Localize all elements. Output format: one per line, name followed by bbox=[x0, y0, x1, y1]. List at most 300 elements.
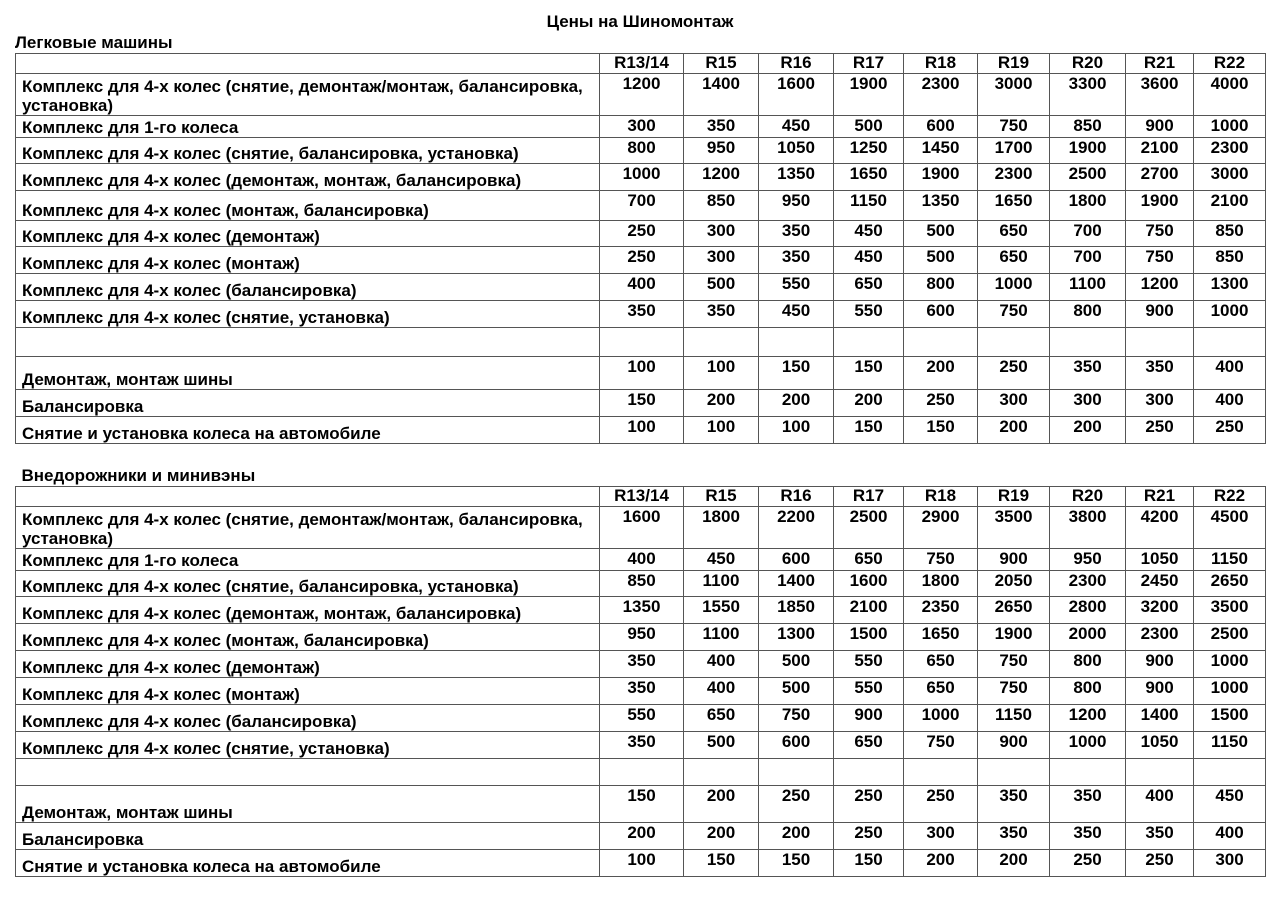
price-cell: 900 bbox=[1126, 301, 1194, 328]
price-cell: 2500 bbox=[1050, 164, 1126, 191]
size-header-row bbox=[16, 54, 1266, 74]
price-cell: 350 bbox=[1050, 823, 1126, 850]
price-cell: 1600 bbox=[759, 74, 834, 116]
price-cell: 200 bbox=[684, 786, 759, 823]
size-header: R21 bbox=[1126, 54, 1194, 74]
size-header: R13/14 bbox=[600, 54, 684, 74]
price-cell: 150 bbox=[834, 850, 904, 877]
price-cell: 1450 bbox=[904, 138, 978, 164]
price-cell: 1050 bbox=[1126, 549, 1194, 571]
price-cell: 800 bbox=[1050, 678, 1126, 705]
price-cell: 300 bbox=[1126, 390, 1194, 417]
price-cell: 250 bbox=[600, 247, 684, 274]
price-cell bbox=[978, 328, 1050, 357]
price-cell: 650 bbox=[904, 678, 978, 705]
service-name: Балансировка bbox=[16, 390, 600, 417]
size-header: R22 bbox=[1194, 487, 1266, 507]
price-cell: 1150 bbox=[978, 705, 1050, 732]
price-cell: 450 bbox=[759, 301, 834, 328]
price-cell: 1200 bbox=[684, 164, 759, 191]
price-cell bbox=[1050, 328, 1126, 357]
price-cell: 800 bbox=[1050, 651, 1126, 678]
price-cell: 400 bbox=[684, 678, 759, 705]
size-header: R22 bbox=[1194, 54, 1266, 74]
header-service-cell bbox=[16, 487, 600, 507]
size-header: R21 bbox=[1126, 487, 1194, 507]
price-cell: 1600 bbox=[600, 507, 684, 549]
price-cell: 650 bbox=[904, 651, 978, 678]
price-cell: 950 bbox=[684, 138, 759, 164]
price-row bbox=[16, 597, 1266, 624]
price-cell: 2300 bbox=[1050, 571, 1126, 597]
price-cell: 1100 bbox=[684, 624, 759, 651]
price-cell bbox=[904, 328, 978, 357]
price-cell: 1900 bbox=[1050, 138, 1126, 164]
price-cell: 550 bbox=[834, 651, 904, 678]
price-cell bbox=[684, 759, 759, 786]
price-row bbox=[16, 549, 1266, 571]
price-cell: 1000 bbox=[1194, 116, 1266, 138]
price-cell: 2200 bbox=[759, 507, 834, 549]
price-cell: 850 bbox=[684, 191, 759, 221]
price-cell: 1400 bbox=[759, 571, 834, 597]
price-cell: 2300 bbox=[1194, 138, 1266, 164]
price-cell: 1000 bbox=[1194, 678, 1266, 705]
service-name: Комплекс для 4-х колес (монтаж) bbox=[16, 247, 600, 274]
price-cell: 2050 bbox=[978, 571, 1050, 597]
price-cell: 900 bbox=[1126, 651, 1194, 678]
price-cell: 150 bbox=[600, 786, 684, 823]
service-name: Комплекс для 1-го колеса bbox=[16, 116, 600, 138]
price-cell: 500 bbox=[684, 732, 759, 759]
price-cell: 1050 bbox=[1126, 732, 1194, 759]
price-cell: 4500 bbox=[1194, 507, 1266, 549]
price-cell bbox=[978, 759, 1050, 786]
price-row bbox=[16, 507, 1266, 549]
price-cell: 600 bbox=[759, 732, 834, 759]
price-cell: 1900 bbox=[834, 74, 904, 116]
price-cell: 1350 bbox=[759, 164, 834, 191]
price-cell: 550 bbox=[834, 678, 904, 705]
price-cell: 2350 bbox=[904, 597, 978, 624]
price-cell: 650 bbox=[978, 247, 1050, 274]
price-row bbox=[16, 390, 1266, 417]
price-cell: 2300 bbox=[1126, 624, 1194, 651]
price-cell: 1400 bbox=[1126, 705, 1194, 732]
size-header: R19 bbox=[978, 54, 1050, 74]
price-cell: 650 bbox=[978, 221, 1050, 247]
price-cell: 1100 bbox=[1050, 274, 1126, 301]
price-row bbox=[16, 651, 1266, 678]
price-row bbox=[16, 164, 1266, 191]
price-table bbox=[15, 53, 1266, 877]
price-cell: 750 bbox=[978, 116, 1050, 138]
price-cell: 400 bbox=[684, 651, 759, 678]
price-cell: 400 bbox=[600, 274, 684, 301]
price-cell: 2650 bbox=[1194, 571, 1266, 597]
price-cell: 350 bbox=[759, 221, 834, 247]
price-cell bbox=[834, 759, 904, 786]
price-cell bbox=[834, 328, 904, 357]
price-row bbox=[16, 116, 1266, 138]
price-row bbox=[16, 247, 1266, 274]
service-name: Комплекс для 4-х колес (снятие, установка) bbox=[16, 732, 600, 759]
price-cell: 750 bbox=[904, 549, 978, 571]
price-cell: 100 bbox=[684, 357, 759, 390]
size-header: R16 bbox=[759, 487, 834, 507]
section-label-passenger: Легковые машины bbox=[15, 33, 173, 52]
price-cell: 200 bbox=[759, 390, 834, 417]
price-cell: 700 bbox=[600, 191, 684, 221]
service-name: Комплекс для 4-х колес (монтаж) bbox=[16, 678, 600, 705]
size-header: R18 bbox=[904, 54, 978, 74]
price-cell: 1100 bbox=[684, 571, 759, 597]
price-cell: 400 bbox=[1126, 786, 1194, 823]
price-cell: 650 bbox=[834, 274, 904, 301]
price-cell: 100 bbox=[600, 850, 684, 877]
price-cell: 2300 bbox=[978, 164, 1050, 191]
price-cell: 3300 bbox=[1050, 74, 1126, 116]
price-cell: 400 bbox=[1194, 823, 1266, 850]
price-cell: 1800 bbox=[684, 507, 759, 549]
price-cell bbox=[1194, 328, 1266, 357]
price-cell: 200 bbox=[834, 390, 904, 417]
price-cell: 900 bbox=[1126, 678, 1194, 705]
price-cell bbox=[684, 328, 759, 357]
price-cell: 2700 bbox=[1126, 164, 1194, 191]
price-cell: 500 bbox=[904, 221, 978, 247]
price-cell: 300 bbox=[684, 221, 759, 247]
price-cell: 200 bbox=[978, 850, 1050, 877]
price-cell: 3500 bbox=[978, 507, 1050, 549]
price-row bbox=[16, 274, 1266, 301]
price-cell: 1150 bbox=[1194, 549, 1266, 571]
price-row bbox=[16, 301, 1266, 328]
price-cell: 3600 bbox=[1126, 74, 1194, 116]
size-header: R15 bbox=[684, 54, 759, 74]
price-cell: 650 bbox=[684, 705, 759, 732]
price-cell: 500 bbox=[904, 247, 978, 274]
price-cell: 400 bbox=[1194, 390, 1266, 417]
price-cell: 550 bbox=[600, 705, 684, 732]
price-cell: 450 bbox=[684, 549, 759, 571]
price-cell: 250 bbox=[600, 221, 684, 247]
price-row bbox=[16, 571, 1266, 597]
price-cell: 2500 bbox=[1194, 624, 1266, 651]
price-cell: 1150 bbox=[834, 191, 904, 221]
price-cell: 300 bbox=[600, 116, 684, 138]
price-cell bbox=[600, 328, 684, 357]
price-cell: 1650 bbox=[978, 191, 1050, 221]
price-cell: 150 bbox=[904, 417, 978, 444]
price-cell bbox=[1126, 759, 1194, 786]
price-cell: 750 bbox=[904, 732, 978, 759]
size-header: R15 bbox=[684, 487, 759, 507]
price-cell: 3000 bbox=[978, 74, 1050, 116]
price-row bbox=[16, 850, 1266, 877]
price-cell bbox=[904, 759, 978, 786]
price-cell: 1150 bbox=[1194, 732, 1266, 759]
price-cell: 250 bbox=[834, 786, 904, 823]
price-cell: 750 bbox=[759, 705, 834, 732]
price-cell: 350 bbox=[1050, 357, 1126, 390]
price-cell: 900 bbox=[834, 705, 904, 732]
price-cell: 2100 bbox=[834, 597, 904, 624]
price-cell: 300 bbox=[684, 247, 759, 274]
price-cell: 1000 bbox=[1194, 301, 1266, 328]
price-cell: 1550 bbox=[684, 597, 759, 624]
price-cell: 150 bbox=[834, 417, 904, 444]
price-cell: 100 bbox=[759, 417, 834, 444]
price-cell: 100 bbox=[600, 417, 684, 444]
service-name: Комплекс для 4-х колес (балансировка) bbox=[16, 274, 600, 301]
price-row bbox=[16, 823, 1266, 850]
service-name: Комплекс для 4-х колес (демонтаж) bbox=[16, 651, 600, 678]
price-cell: 150 bbox=[684, 850, 759, 877]
price-cell: 1200 bbox=[1050, 705, 1126, 732]
price-cell: 600 bbox=[904, 301, 978, 328]
price-row bbox=[16, 221, 1266, 247]
price-row bbox=[16, 624, 1266, 651]
price-cell: 350 bbox=[600, 301, 684, 328]
price-cell: 400 bbox=[600, 549, 684, 571]
price-cell: 200 bbox=[1050, 417, 1126, 444]
service-name: Комплекс для 4-х колес (снятие, установка) bbox=[16, 301, 600, 328]
service-name: Комплекс для 4-х колес (балансировка) bbox=[16, 705, 600, 732]
price-cell: 1500 bbox=[1194, 705, 1266, 732]
size-header: R13/14 bbox=[600, 487, 684, 507]
price-cell: 200 bbox=[600, 823, 684, 850]
price-cell: 400 bbox=[1194, 357, 1266, 390]
price-cell: 700 bbox=[1050, 221, 1126, 247]
price-cell: 3000 bbox=[1194, 164, 1266, 191]
service-name: Комплекс для 1-го колеса bbox=[16, 549, 600, 571]
service-name: Комплекс для 4-х колес (демонтаж, монтаж, балансировка) bbox=[16, 597, 600, 624]
price-cell: 1000 bbox=[600, 164, 684, 191]
price-cell: 2450 bbox=[1126, 571, 1194, 597]
price-cell bbox=[759, 759, 834, 786]
price-cell: 500 bbox=[834, 116, 904, 138]
price-cell: 250 bbox=[904, 786, 978, 823]
spacer-row bbox=[16, 328, 1266, 357]
price-cell: 600 bbox=[759, 549, 834, 571]
price-cell: 150 bbox=[759, 850, 834, 877]
price-row bbox=[16, 138, 1266, 164]
price-cell: 100 bbox=[600, 357, 684, 390]
price-cell: 1400 bbox=[684, 74, 759, 116]
price-cell: 1000 bbox=[978, 274, 1050, 301]
price-cell: 1700 bbox=[978, 138, 1050, 164]
price-cell: 150 bbox=[600, 390, 684, 417]
price-cell bbox=[1194, 759, 1266, 786]
price-cell: 650 bbox=[834, 549, 904, 571]
price-cell: 350 bbox=[600, 732, 684, 759]
header-service-cell bbox=[16, 54, 600, 74]
price-cell: 300 bbox=[1194, 850, 1266, 877]
price-cell: 1800 bbox=[1050, 191, 1126, 221]
size-header: R20 bbox=[1050, 487, 1126, 507]
price-cell: 900 bbox=[1126, 116, 1194, 138]
price-cell: 100 bbox=[684, 417, 759, 444]
size-header: R18 bbox=[904, 487, 978, 507]
price-row bbox=[16, 357, 1266, 390]
price-cell: 2000 bbox=[1050, 624, 1126, 651]
price-cell: 350 bbox=[600, 678, 684, 705]
price-cell: 350 bbox=[600, 651, 684, 678]
service-name: Комплекс для 4-х колес (монтаж, балансировка) bbox=[16, 624, 600, 651]
price-cell: 250 bbox=[904, 390, 978, 417]
service-name: Комплекс для 4-х колес (монтаж, балансировка) bbox=[16, 191, 600, 221]
price-cell: 250 bbox=[1194, 417, 1266, 444]
price-cell: 200 bbox=[759, 823, 834, 850]
service-name: Комплекс для 4-х колес (снятие, демонтаж/монтаж, балансировка, установка) bbox=[16, 74, 600, 116]
price-cell: 500 bbox=[759, 678, 834, 705]
price-cell: 450 bbox=[759, 116, 834, 138]
price-cell: 1350 bbox=[600, 597, 684, 624]
price-cell: 200 bbox=[684, 823, 759, 850]
service-name: Комплекс для 4-х колес (демонтаж, монтаж, балансировка) bbox=[16, 164, 600, 191]
size-header: R20 bbox=[1050, 54, 1126, 74]
price-cell: 350 bbox=[1126, 823, 1194, 850]
price-cell: 1300 bbox=[1194, 274, 1266, 301]
price-cell: 150 bbox=[759, 357, 834, 390]
price-cell: 900 bbox=[978, 549, 1050, 571]
price-cell: 450 bbox=[834, 247, 904, 274]
price-cell: 1800 bbox=[904, 571, 978, 597]
price-cell: 550 bbox=[759, 274, 834, 301]
price-cell: 500 bbox=[759, 651, 834, 678]
price-cell: 300 bbox=[978, 390, 1050, 417]
price-cell: 4200 bbox=[1126, 507, 1194, 549]
price-cell: 1900 bbox=[1126, 191, 1194, 221]
size-header: R16 bbox=[759, 54, 834, 74]
service-name bbox=[16, 328, 600, 357]
price-cell: 600 bbox=[904, 116, 978, 138]
price-cell: 550 bbox=[834, 301, 904, 328]
price-cell: 250 bbox=[1126, 850, 1194, 877]
page-title: Цены на Шиномонтаж bbox=[546, 12, 734, 31]
price-row bbox=[16, 74, 1266, 116]
price-row bbox=[16, 732, 1266, 759]
price-cell: 350 bbox=[1050, 786, 1126, 823]
price-cell bbox=[600, 759, 684, 786]
price-cell: 850 bbox=[1050, 116, 1126, 138]
service-name bbox=[16, 759, 600, 786]
price-cell: 750 bbox=[978, 301, 1050, 328]
price-cell: 950 bbox=[1050, 549, 1126, 571]
price-cell: 750 bbox=[978, 678, 1050, 705]
service-name: Балансировка bbox=[16, 823, 600, 850]
price-cell: 500 bbox=[684, 274, 759, 301]
price-cell: 200 bbox=[684, 390, 759, 417]
service-name: Снятие и установка колеса на автомобиле bbox=[16, 850, 600, 877]
price-cell: 2100 bbox=[1126, 138, 1194, 164]
service-name: Демонтаж, монтаж шины bbox=[16, 786, 600, 823]
price-cell: 2900 bbox=[904, 507, 978, 549]
price-cell: 300 bbox=[1050, 390, 1126, 417]
price-cell: 350 bbox=[759, 247, 834, 274]
price-cell: 900 bbox=[978, 732, 1050, 759]
size-header: R17 bbox=[834, 487, 904, 507]
price-row bbox=[16, 786, 1266, 823]
price-cell: 1200 bbox=[1126, 274, 1194, 301]
price-cell: 1000 bbox=[1194, 651, 1266, 678]
price-cell: 350 bbox=[684, 301, 759, 328]
price-cell: 450 bbox=[834, 221, 904, 247]
price-cell: 450 bbox=[1194, 786, 1266, 823]
price-cell: 950 bbox=[600, 624, 684, 651]
service-name: Демонтаж, монтаж шины bbox=[16, 357, 600, 390]
price-cell: 2500 bbox=[834, 507, 904, 549]
price-cell: 2300 bbox=[904, 74, 978, 116]
price-cell: 200 bbox=[978, 417, 1050, 444]
price-cell: 1000 bbox=[904, 705, 978, 732]
price-cell: 1500 bbox=[834, 624, 904, 651]
price-cell: 3800 bbox=[1050, 507, 1126, 549]
price-cell bbox=[759, 328, 834, 357]
service-name: Комплекс для 4-х колес (демонтаж) bbox=[16, 221, 600, 247]
price-cell: 700 bbox=[1050, 247, 1126, 274]
price-cell: 200 bbox=[904, 850, 978, 877]
price-cell: 650 bbox=[834, 732, 904, 759]
price-cell: 4000 bbox=[1194, 74, 1266, 116]
service-name: Комплекс для 4-х колес (снятие, балансировка, установка) bbox=[16, 138, 600, 164]
price-cell: 1900 bbox=[904, 164, 978, 191]
price-row bbox=[16, 705, 1266, 732]
price-cell: 250 bbox=[1126, 417, 1194, 444]
price-cell: 300 bbox=[904, 823, 978, 850]
price-cell: 850 bbox=[1194, 247, 1266, 274]
price-cell: 150 bbox=[834, 357, 904, 390]
price-cell: 250 bbox=[759, 786, 834, 823]
price-row bbox=[16, 678, 1266, 705]
price-cell: 1350 bbox=[904, 191, 978, 221]
service-name: Снятие и установка колеса на автомобиле bbox=[16, 417, 600, 444]
size-header: R19 bbox=[978, 487, 1050, 507]
price-cell: 800 bbox=[600, 138, 684, 164]
size-header-row bbox=[16, 487, 1266, 507]
price-cell bbox=[1050, 759, 1126, 786]
price-cell: 750 bbox=[978, 651, 1050, 678]
price-row bbox=[16, 191, 1266, 221]
price-cell: 850 bbox=[600, 571, 684, 597]
price-cell: 1050 bbox=[759, 138, 834, 164]
price-cell: 2650 bbox=[978, 597, 1050, 624]
price-cell: 1300 bbox=[759, 624, 834, 651]
price-cell: 250 bbox=[834, 823, 904, 850]
price-cell: 350 bbox=[1126, 357, 1194, 390]
price-cell: 2800 bbox=[1050, 597, 1126, 624]
price-cell: 250 bbox=[978, 357, 1050, 390]
price-cell: 750 bbox=[1126, 221, 1194, 247]
price-cell: 250 bbox=[1050, 850, 1126, 877]
price-cell: 1650 bbox=[834, 164, 904, 191]
price-cell: 800 bbox=[1050, 301, 1126, 328]
price-cell: 800 bbox=[904, 274, 978, 301]
price-cell: 1000 bbox=[1050, 732, 1126, 759]
spacer-row bbox=[16, 759, 1266, 786]
price-cell: 850 bbox=[1194, 221, 1266, 247]
price-cell: 1650 bbox=[904, 624, 978, 651]
service-name: Комплекс для 4-х колес (снятие, демонтаж/монтаж, балансировка, установка) bbox=[16, 507, 600, 549]
section-label-row bbox=[16, 444, 1266, 487]
price-cell: 2100 bbox=[1194, 191, 1266, 221]
price-cell: 1600 bbox=[834, 571, 904, 597]
price-cell: 3500 bbox=[1194, 597, 1266, 624]
price-cell bbox=[1126, 328, 1194, 357]
price-cell: 1250 bbox=[834, 138, 904, 164]
price-cell: 1900 bbox=[978, 624, 1050, 651]
